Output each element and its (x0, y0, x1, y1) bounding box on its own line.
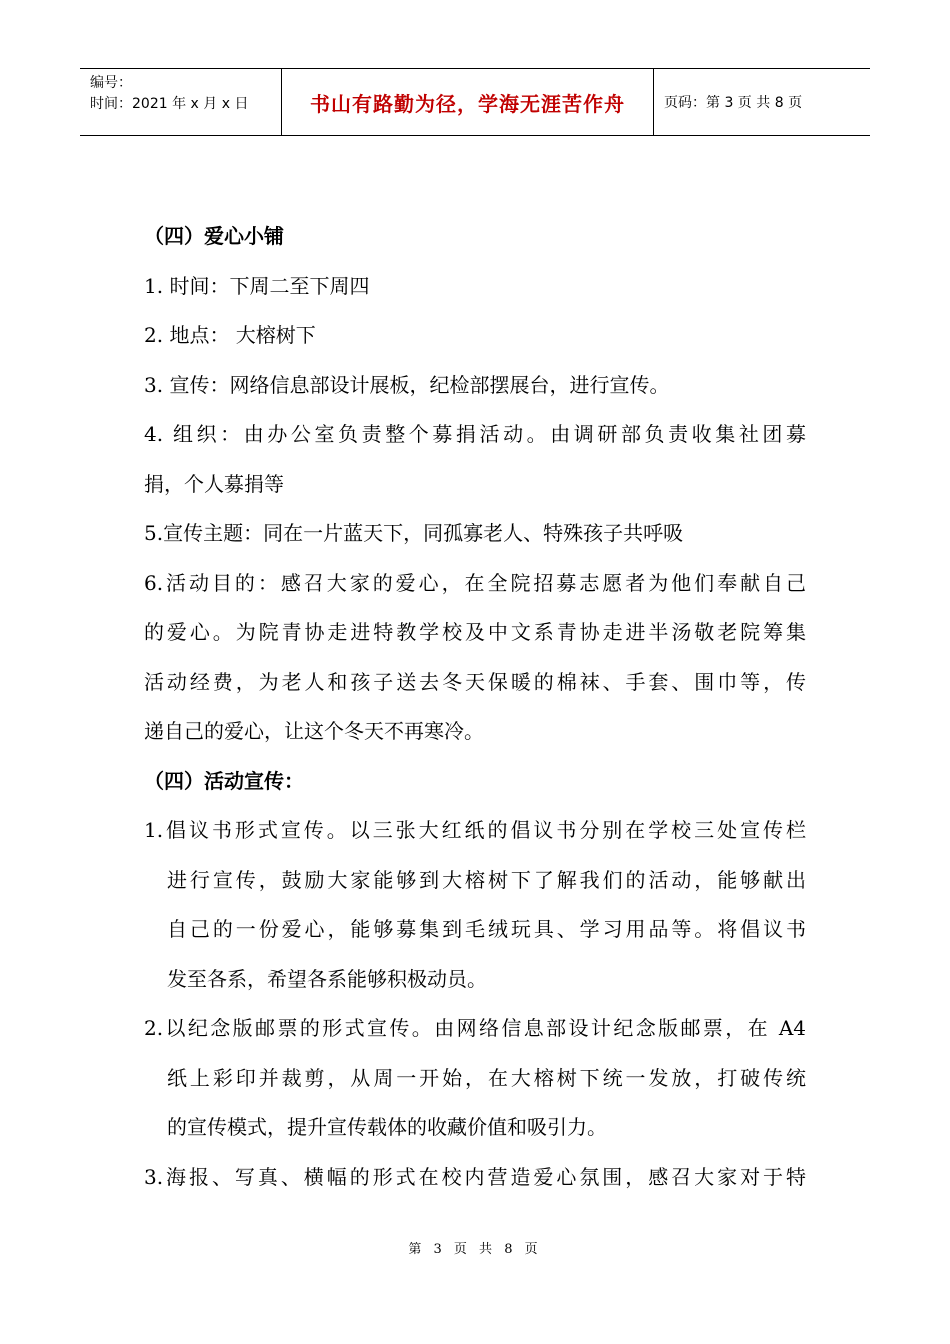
list-item: 3. 宣传：网络信息部设计展板，纪检部摆展台，进行宣传。 (144, 372, 670, 397)
list-item: 4. 组织：由办公室负责整个募捐活动。由调研部负责收集社团募 (144, 422, 806, 446)
section-heading: （四）爱心小铺 (144, 224, 284, 248)
list-item: 5.宣传主题：同在一片蓝天下，同孤寡老人、特殊孩子共呼吸 (144, 521, 684, 545)
list-item-continuation: 发至各系，希望各系能够积极动员。 (167, 966, 487, 991)
list-item: 6.活动目的：感召大家的爱心，在全院招募志愿者为他们奉献自己 (144, 570, 806, 595)
list-item-continuation: 的宣传模式，提升宣传载体的收藏价值和吸引力。 (167, 1115, 607, 1139)
list-item: 1.倡议书形式宣传。以三张大红纸的倡议书分别在学校三处宣传栏 (144, 818, 806, 842)
document-number-label: 编号： (90, 75, 132, 91)
list-item: 2.以纪念版邮票的形式宣传。由网络信息部设计纪念版邮票，在 A4 (144, 1016, 806, 1040)
list-item-continuation: 纸上彩印并裁剪，从周一开始，在大榕树下统一发放，打破传统 (167, 1065, 806, 1090)
section-heading: （四）活动宣传： (144, 768, 304, 793)
page-header (80, 68, 870, 136)
header-meta (80, 69, 282, 135)
document-date: 时间：2021 年 x 月 x 日 (90, 96, 249, 112)
document-body (144, 212, 806, 1202)
list-item-continuation: 活动经费，为老人和孩子送去冬天保暖的棉袜、手套、围巾等，传 (144, 669, 806, 694)
list-item-continuation: 递自己的爱心，让这个冬天不再寒冷。 (144, 719, 484, 743)
list-item: 1. 时间：下周二至下周四 (144, 273, 370, 298)
header-motto: 书山有路勤为径，学海无涯苦作舟 (282, 69, 654, 135)
list-item-continuation: 的爱心。为院青协走进特教学校及中文系青协走进半汤敬老院筹集 (144, 620, 806, 644)
list-item-continuation: 捐，个人募捐等 (144, 471, 284, 496)
page-footer: 第 3 页 共 8 页 (408, 1242, 542, 1257)
list-item-continuation: 自己的一份爱心，能够募集到毛绒玩具、学习用品等。将倡议书 (167, 917, 806, 941)
list-item: 2. 地点： 大榕树下 (144, 323, 316, 347)
list-item-continuation: 进行宣传，鼓励大家能够到大榕树下了解我们的活动，能够献出 (167, 867, 806, 892)
header-page-info: 页码：第 3 页 共 8 页 (664, 95, 803, 111)
list-item: 3.海报、写真、横幅的形式在校内营造爱心氛围，感召大家对于特 (144, 1164, 806, 1189)
